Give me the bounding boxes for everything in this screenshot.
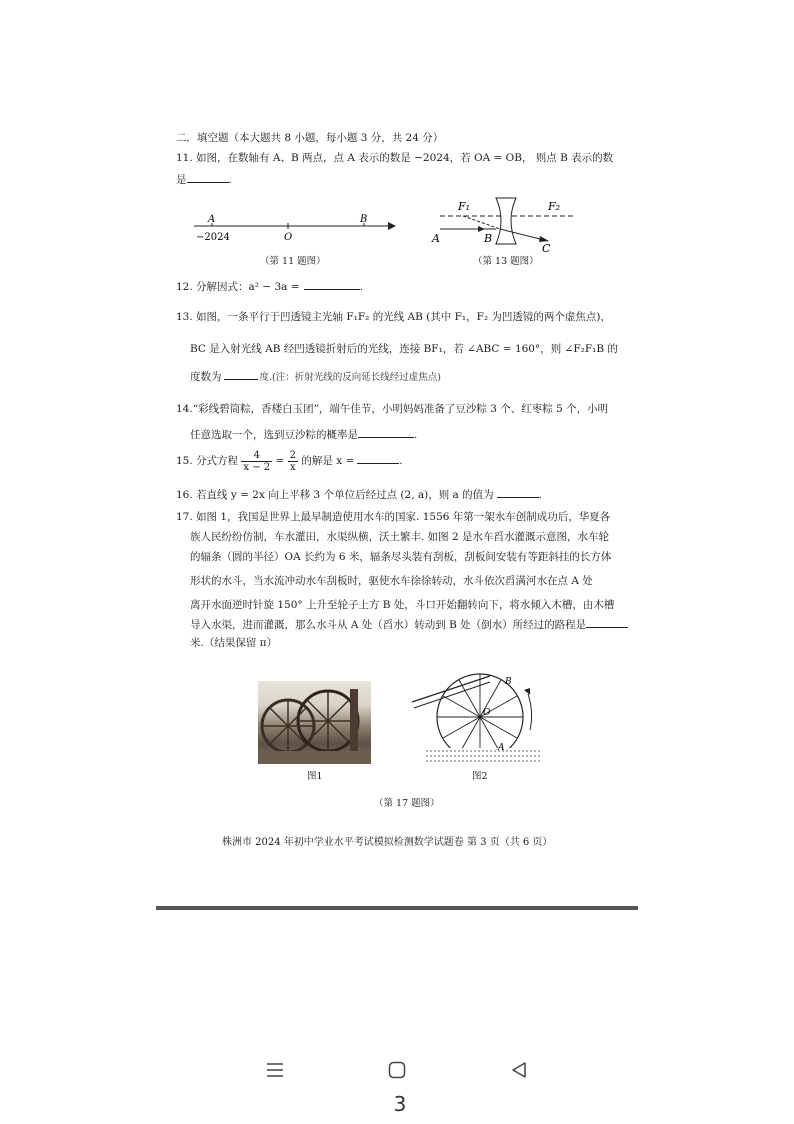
back-icon-glyph — [511, 1061, 527, 1079]
q11-line2: 是 . — [176, 171, 232, 187]
ground — [258, 751, 371, 764]
q13-answer-blank — [224, 368, 258, 380]
menu-icon-glyph — [266, 1062, 284, 1078]
label-b: B — [505, 677, 512, 687]
q13-line1: 13. 如图，一条平行于凹透镜主光轴 F₁F₂ 的光线 AB (其中 F₁，F₂ 为凹透镜的两个虚焦点)， — [176, 311, 612, 323]
q17-line: 族人民纷纷仿制，车水灌田，水渠纵横，沃土繁丰. 如图 2 是水车舀水灌溉示意图，水车轮 — [190, 531, 610, 543]
q14-line1: 14.“彩线碧筒粽，香楼白玉团”，端午佳节，小明妈妈准备了豆沙粽 3 个、红枣粽 5 个，小明 — [176, 403, 609, 415]
q15-frac2-num: 2 — [289, 449, 297, 461]
q16-text: 16. 若直线 y = 2x 向上平移 3 个单位后经过点 (2, a)，则 a 的值为 — [176, 489, 494, 501]
q17-line: 17. 如图 1，我国是世界上最早制造使用水车的国家. 1556 年第一架水车创制成功后，华夏各 — [176, 511, 611, 523]
fig1-label: 图1 — [307, 771, 323, 782]
q11-number-line-figure — [192, 210, 397, 246]
label-c: C — [542, 242, 551, 252]
q17-line-last — [190, 616, 628, 632]
water-wheel-photo-drawing — [258, 681, 371, 764]
q13-line3 — [190, 368, 441, 385]
label-f2: F₂ — [548, 200, 561, 213]
water-wheel-photo — [258, 681, 371, 764]
q15-frac2-den: x — [290, 461, 296, 473]
wheel-spokes — [262, 691, 358, 752]
q15-frac1-den: x − 2 — [243, 461, 271, 473]
page-divider — [156, 906, 638, 910]
rotation-arrow — [528, 694, 532, 730]
q15 — [176, 448, 403, 474]
section-heading: 二．填空题（本大题共 8 小题，每小题 3 分，共 24 分） — [176, 132, 444, 144]
number-line-arrow — [388, 222, 396, 230]
q12 — [176, 278, 363, 294]
q17-unit: 米.（结果保留 π） — [190, 637, 278, 649]
q13-lens-figure — [430, 196, 580, 252]
q15-answer-blank — [357, 452, 399, 464]
q12-tail: . — [359, 281, 363, 293]
label-a: A — [498, 743, 505, 753]
wooden-trough-edge — [414, 682, 490, 708]
label-a: A — [432, 232, 440, 245]
concave-lens — [496, 198, 516, 244]
q17-line: 的辐条（圆的半径）OA 长约为 6 米，辐条尽头装有刮板，刮板间安装有等距斜挂的长方体 — [190, 551, 612, 563]
q15-fraction-left — [241, 450, 272, 473]
q16 — [176, 486, 542, 502]
label-f1: F₁ — [458, 200, 471, 213]
q11-figure-caption: （第 11 题图） — [260, 256, 326, 267]
home-icon-glyph — [388, 1061, 406, 1079]
q13-line2: BC 是入射光线 AB 经凹透镜折射后的光线，连接 BF₁，若 ∠ABC = 160°，则 ∠F₂F₁B 的 — [190, 343, 618, 355]
q14-answer-blank — [358, 426, 414, 438]
q14-tail: . — [414, 429, 418, 441]
page-number: 3 — [393, 1092, 407, 1116]
q15-tail: . — [399, 455, 403, 467]
label-o: O — [284, 232, 293, 243]
water-wheel-diagram — [410, 672, 545, 768]
q17-figure-caption: （第 17 题图） — [374, 798, 440, 809]
q12-answer-blank — [304, 278, 360, 290]
q11-answer-blank — [187, 171, 229, 183]
page-footer: 株洲市 2024 年初中学业水平考试模拟检测数学试题卷 第 3 页（共 6 页） — [222, 837, 553, 848]
q15-suffix: 的解是 x = — [301, 455, 355, 467]
q15-prefix: 15. 分式方程 — [176, 455, 239, 467]
q16-answer-blank — [497, 486, 539, 498]
q15-equals: = — [275, 455, 285, 467]
fig2-label: 图2 — [472, 771, 488, 782]
label-o: O — [483, 708, 491, 718]
label-a: A — [208, 214, 216, 225]
back-icon[interactable] — [504, 1058, 534, 1082]
label-b: B — [360, 214, 368, 225]
menu-icon[interactable] — [260, 1058, 290, 1082]
wooden-trough — [412, 676, 490, 702]
q15-frac1-num: 4 — [241, 450, 272, 462]
q17-answer-blank — [586, 616, 628, 628]
q17-line5: 导入水渠，进而灌溉，那么水斗从 A 处（舀水）转动到 B 处（倒水）所经过的路程是 — [190, 619, 587, 631]
q17-line: 形状的水斗，当水流冲动水车刮板时，驱使水车徐徐转动，水斗依次舀满河水在点 A 处 — [190, 575, 593, 587]
q12-text: 12. 分解因式：a² − 3a = — [176, 281, 300, 293]
rotation-arrowhead — [524, 688, 530, 695]
line-bf1 — [463, 216, 500, 229]
q13-line3a: 度数为 — [190, 371, 222, 383]
q16-tail: . — [538, 489, 542, 501]
q17-line: 离开水面逆时针旋 150° 上升至轮子上方 B 处，斗口开始翻转向下，将水倾入木槽，由木槽 — [190, 599, 615, 611]
q14-line2-text: 任意选取一个，选到豆沙粽的概率是 — [190, 429, 358, 441]
home-icon[interactable] — [382, 1058, 412, 1082]
q13-line3b: 度.(注：折射光线的反向延长线经过虚焦点) — [259, 372, 441, 383]
q11-line1: 11. 如图，在数轴有 A、B 两点，点 A 表示的数是 −2024，若 OA = OB， 则点 B 表示的数 — [176, 152, 614, 164]
q14-line2 — [190, 426, 417, 442]
q15-fraction-right — [288, 450, 298, 473]
q13-figure-caption: （第 13 题图） — [473, 256, 539, 267]
q11-line2-text: 是 — [176, 174, 187, 186]
label-b: B — [484, 232, 493, 245]
value-a: −2024 — [196, 232, 230, 243]
